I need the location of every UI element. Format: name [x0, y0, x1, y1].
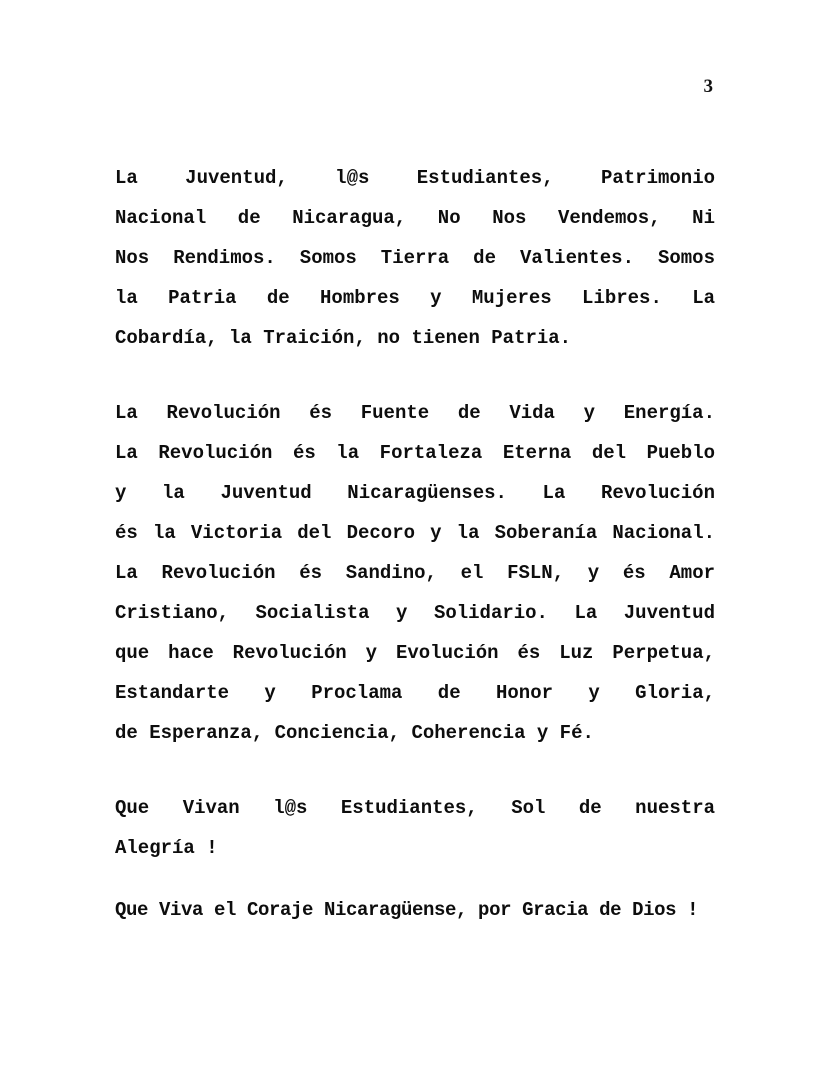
document-body: [115, 158, 715, 930]
page-number: 3: [703, 76, 713, 97]
text-line: La Revolución és Sandino, el FSLN, y és Amor: [115, 562, 715, 584]
text-line: Alegría !: [115, 837, 218, 859]
closing-line: Que Viva el Coraje Nicaragüense, por Gracia de Dios !: [115, 899, 699, 921]
text-line: Nos Rendimos. Somos Tierra de Valientes. Somos: [115, 247, 715, 269]
text-line: la Patria de Hombres y Mujeres Libres. La: [115, 287, 715, 309]
text-line: La Revolución és la Fortaleza Eterna del Pueblo: [115, 442, 715, 464]
text-line: de Esperanza, Conciencia, Coherencia y Fé.: [115, 722, 594, 744]
text-line: y la Juventud Nicaragüenses. La Revolución: [115, 482, 715, 504]
text-line: Nacional de Nicaragua, No Nos Vendemos, Ni: [115, 207, 715, 229]
text-line: Que Vivan l@s Estudiantes, Sol de nuestra: [115, 797, 715, 819]
text-line: Cobardía, la Traición, no tienen Patria.: [115, 327, 572, 349]
paragraph-youth: [115, 158, 715, 358]
text-line: és la Victoria del Decoro y la Soberanía Nacional.: [115, 522, 715, 544]
text-line: que hace Revolución y Evolución és Luz Perpetua,: [115, 642, 715, 664]
paragraph-revolution: [115, 393, 715, 753]
paragraph-spacer: [115, 868, 715, 890]
paragraph-spacer: [115, 358, 715, 393]
paragraph-students: [115, 788, 715, 868]
text-line: La Juventud, l@s Estudiantes, Patrimonio: [115, 167, 715, 189]
text-line: Cristiano, Socialista y Solidario. La Juventud: [115, 602, 715, 624]
text-line: La Revolución és Fuente de Vida y Energía.: [115, 402, 715, 424]
text-line: Estandarte y Proclama de Honor y Gloria,: [115, 682, 715, 704]
paragraph-spacer: [115, 753, 715, 788]
